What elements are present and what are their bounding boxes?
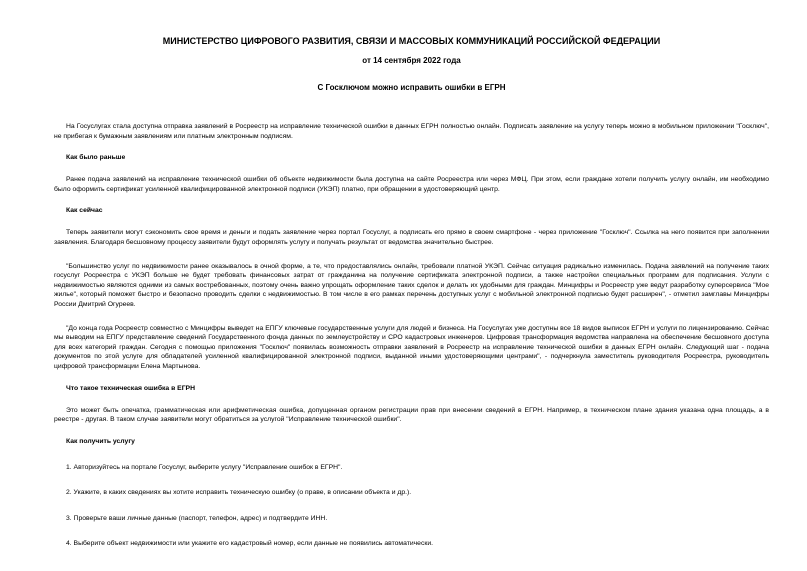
list-item-step-3: 3. Проверьте ваши личные данные (паспорт, телефон, адрес) и подтвердите ИНН. [66, 514, 328, 522]
list-item-step-1: 1. Авторизуйтесь на портале Госуслуг, выберите услугу "Исправление ошибок в ЕГРН". [66, 463, 343, 471]
list-item-step-2: 2. Укажите, в каких сведениях вы хотите исправить техническую ошибку (о праве, в описании объекта и др.). [66, 489, 412, 497]
document-body [54, 122, 769, 549]
paragraph-error: Это может быть опечатка, грамматическая или арифметическая ошибка, допущенная органом регистрации прав при внесении сведений в ЕГРН. Например, в техническом плане здания указана одна площадь, а в реестре - другая. В таком случае заявители могут обратиться за услугой "Исправление технической ошибки". [54, 406, 769, 424]
document-title: С Госключом можно исправить ошибки в ЕГРН [317, 83, 506, 92]
document-date: от 14 сентября 2022 года [362, 56, 461, 65]
intro-paragraph: На Госуслугах стала доступна отправка заявлений в Росреестр на исправление технической ошибки в данных ЕГРН полностью онлайн. Подписать заявление на услугу теперь можно в мобильном приложении "Госключ", не прибегая к бумажным заявлениям или платным электронным подписям. [54, 123, 769, 140]
section-heading-error: Что такое техническая ошибка в ЕГРН [66, 384, 195, 392]
paragraph-now-1: Теперь заявители могут сэкономить свое время и деньги и подать заявление через портал Госуслуг, а подписать его прямо в своем смартфоне - через приложение "Госключ". Ссылка на него появится при заполнении заявления. Благодаря бесшовному процессу заявители будут оформлять услугу и получать результат от ведомства значительно быстрее. [54, 229, 769, 246]
section-heading-now: Как сейчас [66, 207, 103, 215]
section-heading-before: Как было раньше [66, 154, 126, 162]
section-heading-how: Как получить услугу [66, 437, 135, 445]
ministry-heading: МИНИСТЕРСТВО ЦИФРОВОГО РАЗВИТИЯ, СВЯЗИ И МАССОВЫХ КОММУНИКАЦИЙ РОССИЙСКОЙ ФЕДЕРАЦИИ [162, 36, 661, 46]
paragraph-before: Ранее подача заявлений на исправление технической ошибки об объекте недвижимости была доступна на сайте Росреестра или через МФЦ. При этом, если граждане хотели получить услугу онлайн, им необходимо было оформить сертификат усиленной квалифицированной электронной подписи (УКЭП) платно, при обращении в удостоверяющий центр. [54, 176, 769, 193]
paragraph-now-quote-2: "До конца года Росреестр совместно с Минцифры выведет на ЕПГУ ключевые государственные услуги для людей и бизнеса. На Госуслугах уже доступны все 18 видов выписок ЕГРН и услуги по лицензированию. Сейчас мы выводим на ЕПГУ представление сведений Государственного фонда данных по землеустройству и СРО кадастровых инженеров. Цифровая трансформация ведомства направлена на обеспечение бесшовного доступа для всех категорий граждан. Сегодня с помощью приложения "Госключ" появилась возможность отправки заявлений в Росреестр на исправление технической ошибки в данных ЕГРН онлайн. Следующий шаг - подача документов по этой услуге для обладателей усиленной квалифицированной электронной подписи, выданной иными удостоверяющими центрами", - подчеркнула заместитель руководителя Росреестра, руководитель цифровой трансформации Елена Мартынова. [54, 324, 769, 370]
list-item-step-4: 4. Выберите объект недвижимости или укажите его кадастровый номер, если данные не появились автоматически. [66, 540, 434, 548]
paragraph-now-quote-1: "Большинство услуг по недвижимости ранее оказывалось в очной форме, а те, что предоставлялись онлайн, требовали платной УКЭП. Сейчас ситуация радикально изменилась. Подача заявлений на получение таких госуслуг Росреестра с УКЭП больше не будет требовать финансовых затрат от гражданина на получение сертификата электронной подписи, а также настройки специальных программ для подписания. Услуги с недвижимостью являются одними из самых востребованных, поэтому очень важно упрощать оформление таких сделок и делать их удобными для граждан. Минцифры и Росреестр уже ведут разработку суперсервиса "Мое жилье", который поможет быстро и безопасно проводить сделки с недвижимостью. В том числе в его рамках перечень доступных услуг с мобильной электронной подписью будет расширен", - отметил замглавы Минцифры России Дмитрий Огуреев. [54, 262, 769, 308]
